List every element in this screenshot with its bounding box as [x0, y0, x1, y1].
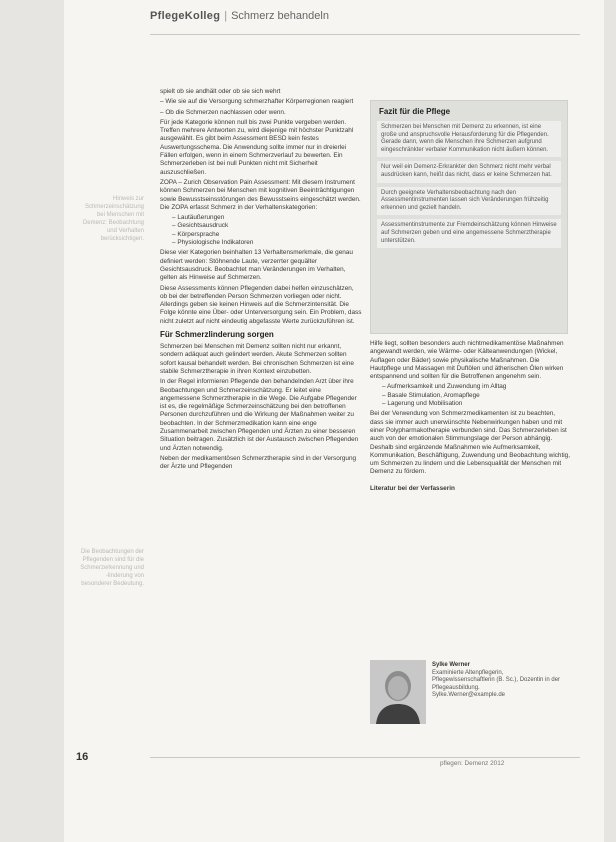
- paragraph: In der Regel informieren Pflegende den behandelnden Arzt über ihre Beobachtungen und Schmerzeinschätzung. Er leitet eine angemessene Schmerztherapie in die Wege. Die Aufgabe Pflegender ist es, die regelmäßige Schmerzeinschätzung bei den betroffenen Personen durchzuführen und die Wirkung der Maßnahmen weiter zu beobachten. In der Schmerzmedikation kann eine enge Zusammenarbeit zwischen Pflegenden und Ärzten zu einer besseren Situation beitragen. Zusätzlich ist der Austausch zwischen Pflegenden und Ärzten notwendig.: [160, 378, 359, 452]
- header-rule: [150, 34, 580, 35]
- list-item: – Lagerung und Mobilisation: [382, 400, 570, 408]
- paragraph: Hilfe liegt, sollten besonders auch nichtmedikamentöse Maßnahmen angewandt werden, wie Wärme- oder Kälteanwendungen (Wickel, Auflagen oder Bäder) sowie physikalische Maßnahmen. Die Hautpflege und Massagen mit Duftölen und ätherischen Ölen wirken entspannend und sollten für die Betroffenen angenehm sein.: [370, 340, 564, 381]
- left-column: [160, 88, 362, 473]
- paragraph: ZOPA – Zurich Observation Pain Assessment: Mit diesem Instrument können Schmerzen bei Menschen mit kognitiven Beeinträchtigungen sowie Bewusstseinsstörungen des Bewusstseins eingeschätzt werden. Die ZOPA erfasst Schmerz in der Verhaltenskategorien:: [160, 178, 361, 211]
- fazit-item: Nur weil ein Demenz-Erkrankter den Schmerz nicht mehr verbal ausdrücken kann, heißt das nicht, dass er keine Schmerzen hat.: [377, 161, 561, 182]
- paragraph: Für jede Kategorie können null bis zwei Punkte vergeben werden. Treffen mehrere Antworten zu, wird diejenige mit höchster Punktzahl ausgewählt. Es gibt beim Assessment BESD kein festes Auswertungsschema. Die Anwendung sollte immer nur in dreierlei Fällen erfolgen, wenn in einem Schmerzverlauf zu bewerten. Ein Schmerzerleben ist bei null Punkten nicht mit Sicherheit auszuschließen.: [160, 118, 354, 176]
- section-heading: Für Schmerzlinderung sorgen: [160, 330, 274, 340]
- list-item: – Aufmerksamkeit und Zuwendung im Alltag: [382, 383, 570, 391]
- author-info: [432, 662, 566, 700]
- author-box: [370, 660, 566, 724]
- header-brand: PflegeKolleg: [150, 10, 221, 22]
- line-top-2: – Wie sie auf die Versorgung schmerzhafter Körperregionen reagiert: [160, 98, 354, 106]
- right-column: [370, 340, 570, 495]
- footer-rule: [150, 757, 580, 758]
- line-top-3: – Ob die Schmerzen nachlassen oder wenn.: [160, 108, 286, 116]
- paragraph: Diese Assessments können Pflegenden dabei helfen einzuschätzen, ob bei der betreffenden Person Schmerzen vorliegen oder nicht. Allerdings geben sie keinen Hinweis auf die Schmerzintensität. Die Folge könnte eine Über- oder Unterversorgung sein. Ein Problem, dass nicht zuletzt auf nicht eindeutig abgefasste Werte zurückzuführen ist.: [160, 284, 362, 325]
- running-header: [150, 10, 470, 28]
- measures-list: [370, 383, 570, 408]
- margin-note-1: Hinweis zur Schmerzeinschätzung bei Menschen mit Demenz: Beobachtung und Verhalten berücksichtigen.: [82, 196, 144, 242]
- fazit-item: Assessmentinstrumente zur Fremdeinschätzung können Hinweise auf Schmerzen geben und eine angemessene Schmerztherapie unterstützen.: [377, 219, 561, 248]
- category-list: [160, 214, 362, 247]
- paragraph: Diese vier Kategorien beinhalten 13 Verhaltensmerkmale, die genau definiert werden: Stöhnende Laute, verzerrter gequälter Gesichtsausdruck. Beobachtet man Veränderungen im Verhalten, gelten als Hinweise auf Schmerzen.: [160, 249, 353, 282]
- paragraph: Neben der medikamentösen Schmerztherapie sind in der Versorgung der Ärzte und Pflegenden: [160, 454, 357, 471]
- fazit-items: [377, 121, 561, 252]
- publication-info: pflegen: Demenz 2012: [440, 760, 505, 767]
- author-contact: Sylke.Werner@example.de: [432, 692, 506, 699]
- fazit-item: Schmerzen bei Menschen mit Demenz zu erkennen, ist eine große und anspruchsvolle Herausforderung für die Pflegenden. Gerade dann, wenn die Menschen ihre Schmerzen aufgrund eingeschränkter verbaler Kommunikation nicht äußern können.: [377, 121, 561, 157]
- header-separator: |: [224, 10, 228, 22]
- author-bio: Examinierte Altenpflegerin, Pflegewissenschaftlerin (B. Sc.), Dozentin in der Pflegeausbildung.: [432, 669, 561, 691]
- author-photo: [370, 660, 426, 724]
- author-name: Sylke Werner: [432, 662, 470, 668]
- list-item: – Körpersprache: [172, 231, 362, 239]
- list-item: – Gesichtsausdruck: [172, 222, 362, 230]
- header-section: Schmerz behandeln: [231, 10, 329, 22]
- fazit-title: Fazit für die Pflege: [379, 107, 451, 116]
- fazit-box: [370, 100, 568, 334]
- fazit-item: Durch geeignete Verhaltensbeobachtung nach den Assessmentinstrumenten lassen sich Veränderungen frühzeitig erkennen und gezielt handeln.: [377, 187, 561, 216]
- list-item: – Basale Stimulation, Aromapflege: [382, 392, 570, 400]
- paragraph: Schmerzen bei Menschen mit Demenz sollten nicht nur erkannt, sondern adäquat auch gelindert werden. Akute Schmerzen sollten sofort kausal behandelt werden. Bei chronischen Schmerzen ist eine stabile Schmerztherapie in ihren Kontext einzubetten.: [160, 343, 354, 375]
- line-top-1: spielt ob sie andhält oder ob sie sich wehrt: [160, 88, 281, 95]
- list-item: – Physiologische Indikatoren: [172, 239, 362, 247]
- list-item: – Lautäußerungen: [172, 214, 362, 222]
- page-number: 16: [76, 751, 89, 763]
- paragraph: Bei der Verwendung von Schmerzmedikamenten ist zu beachten, dass sie immer auch unerwünschte Nebenwirkungen haben und mit einer Polypharmakotherapie verbunden sind. Das Schmerzerleben ist auch von der emotionalen Stimmungslage der Person abhängig. Deshalb sind ergänzende Maßnahmen wie Aufmerksamkeit, Kommunikation, Beschäftigung, Zuwendung und Beobachtung wichtig, um Schmerzen zu lindern und die Lebensqualität der Menschen mit Demenz zu fördern.: [370, 410, 571, 476]
- literature-note: Literatur bei der Verfasserin: [370, 484, 455, 492]
- margin-note-2: Die Beobachtungen der Pflegenden sind für die Schmerzerkennung und -linderung von besonderer Bedeutung.: [80, 549, 144, 587]
